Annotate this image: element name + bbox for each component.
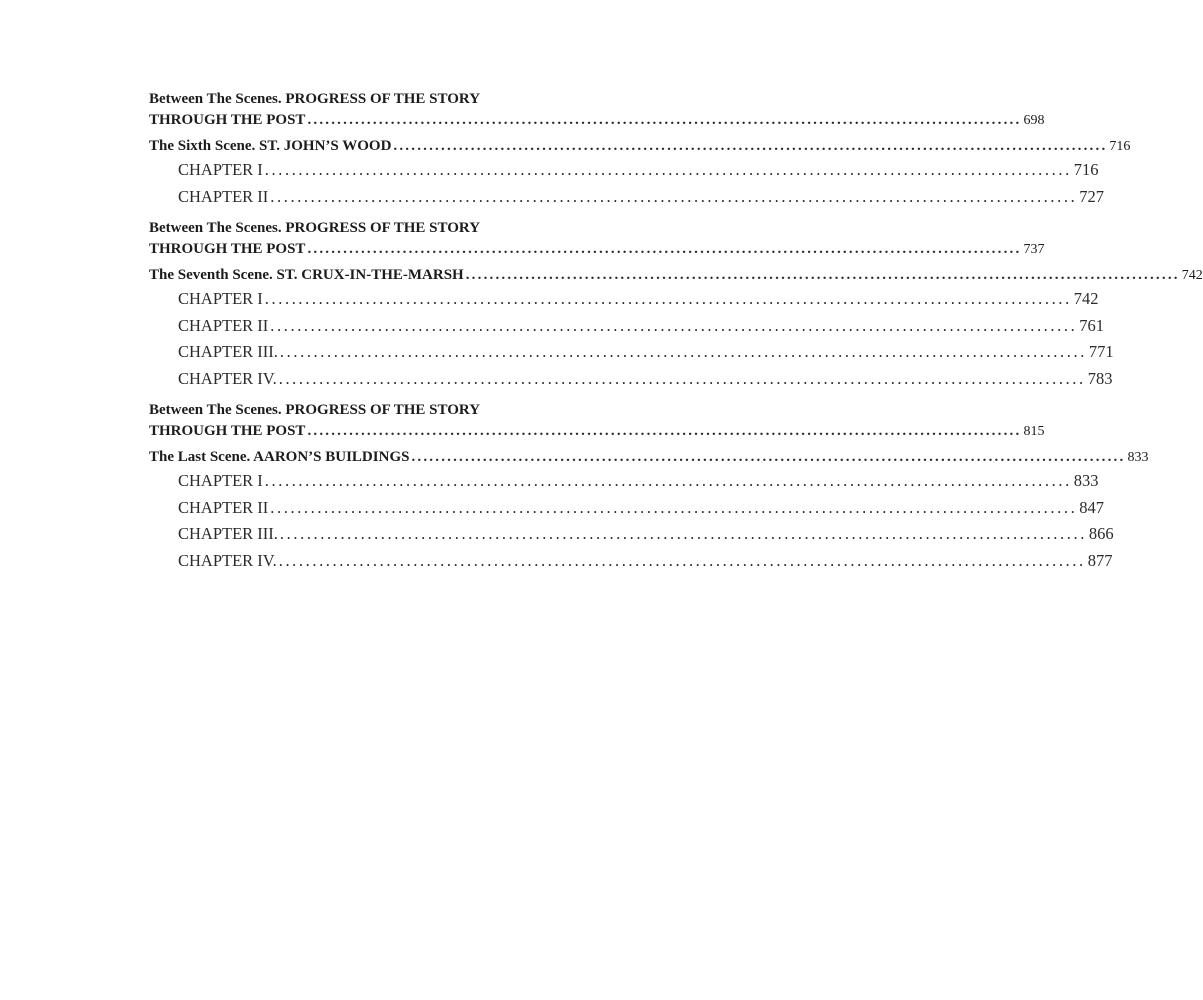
chapter-label: CHAPTER I (178, 289, 263, 308)
toc-section-sixth-scene (149, 136, 1131, 210)
toc-section-title: The Sixth Scene. ST. JOHN’S WOOD (149, 138, 392, 154)
chapter-label: CHAPTER II (178, 497, 269, 517)
chapter-page-number: 716 (1073, 160, 1099, 179)
toc-section-title: The Last Scene. AARON’S BUILDINGS (149, 449, 410, 465)
toc-chapter-entry[interactable] (149, 313, 1105, 340)
chapter-page-number: 761 (1079, 315, 1105, 335)
chapter-page-number: 783 (1087, 368, 1113, 388)
toc-entry[interactable] (149, 136, 1131, 157)
chapter-page-number: 727 (1079, 186, 1105, 206)
dot-leader: ........................................................................................................................ (278, 550, 1086, 570)
dot-leader: ........................................................................................................................ (279, 342, 1087, 361)
toc-section-title-line2: THROUGH THE POST (149, 423, 306, 439)
toc-section-between-scenes (149, 89, 1045, 131)
dot-leader: ........................................................................................................................ (264, 471, 1072, 490)
dot-leader: ........................................................................................................................ (270, 186, 1078, 206)
toc-entry[interactable] (149, 447, 1149, 468)
table-of-contents (149, 89, 1203, 574)
toc-chapter-entry[interactable] (149, 521, 1114, 548)
toc-section-seventh-scene (149, 265, 1203, 392)
chapter-label: CHAPTER II (178, 186, 269, 206)
toc-page-number: 716 (1109, 139, 1131, 154)
dot-leader: ........................................................................................................................ (307, 241, 1022, 257)
dot-leader: ........................................................................................................................ (270, 497, 1078, 517)
dot-leader: ........................................................................................................................ (465, 267, 1180, 283)
chapter-page-number: 847 (1079, 497, 1105, 517)
toc-section-title-line2: THROUGH THE POST (149, 241, 306, 257)
toc-section-title-line2: THROUGH THE POST (149, 112, 306, 128)
toc-entry[interactable] (149, 421, 1045, 442)
toc-chapter-entry[interactable] (149, 184, 1105, 211)
toc-page-number: 737 (1023, 242, 1045, 257)
toc-chapter-entry[interactable] (149, 468, 1099, 495)
dot-leader: ........................................................................................................................ (393, 138, 1108, 154)
toc-entry[interactable] (149, 239, 1045, 260)
chapter-page-number: 833 (1073, 471, 1099, 490)
chapter-label: CHAPTER I (178, 471, 263, 490)
chapter-page-number: 742 (1073, 289, 1099, 308)
chapter-label: CHAPTER III. (178, 342, 278, 361)
dot-leader: ........................................................................................................................ (279, 524, 1087, 543)
toc-section-title: The Seventh Scene. ST. CRUX-IN-THE-MARSH (149, 267, 464, 283)
toc-entry[interactable] (149, 110, 1045, 131)
toc-section-between-scenes (149, 218, 1045, 260)
chapter-label: CHAPTER IV. (178, 368, 277, 388)
chapter-page-number: 771 (1088, 342, 1114, 361)
toc-section-title-line1: Between The Scenes. PROGRESS OF THE STORY (149, 91, 481, 107)
toc-entry[interactable] (149, 265, 1203, 286)
toc-chapter-entry[interactable] (149, 548, 1113, 575)
toc-chapter-entry[interactable] (149, 495, 1105, 522)
dot-leader: ........................................................................................................................ (270, 315, 1078, 335)
toc-section-title-line1: Between The Scenes. PROGRESS OF THE STORY (149, 220, 481, 236)
toc-page-number: 833 (1127, 450, 1149, 465)
toc-section-last-scene (149, 447, 1149, 574)
chapter-label: CHAPTER I (178, 160, 263, 179)
toc-page-number: 742 (1181, 268, 1203, 283)
toc-page-number: 815 (1023, 424, 1045, 439)
toc-page-number: 698 (1023, 113, 1045, 128)
chapter-label: CHAPTER II (178, 315, 269, 335)
dot-leader: ........................................................................................................................ (411, 449, 1126, 465)
toc-chapter-entry[interactable] (149, 366, 1113, 393)
toc-chapter-entry[interactable] (149, 286, 1099, 313)
dot-leader: ........................................................................................................................ (307, 112, 1022, 128)
chapter-label: CHAPTER IV. (178, 550, 277, 570)
toc-section-title-line1: Between The Scenes. PROGRESS OF THE STORY (149, 402, 481, 418)
dot-leader: ........................................................................................................................ (278, 368, 1086, 388)
toc-section-between-scenes (149, 400, 1045, 442)
chapter-page-number: 866 (1088, 524, 1114, 543)
dot-leader: ........................................................................................................................ (264, 160, 1072, 179)
toc-chapter-entry[interactable] (149, 339, 1114, 366)
dot-leader: ........................................................................................................................ (307, 423, 1022, 439)
dot-leader: ........................................................................................................................ (264, 289, 1072, 308)
chapter-label: CHAPTER III. (178, 524, 278, 543)
toc-chapter-entry[interactable] (149, 157, 1099, 184)
chapter-page-number: 877 (1087, 550, 1113, 570)
